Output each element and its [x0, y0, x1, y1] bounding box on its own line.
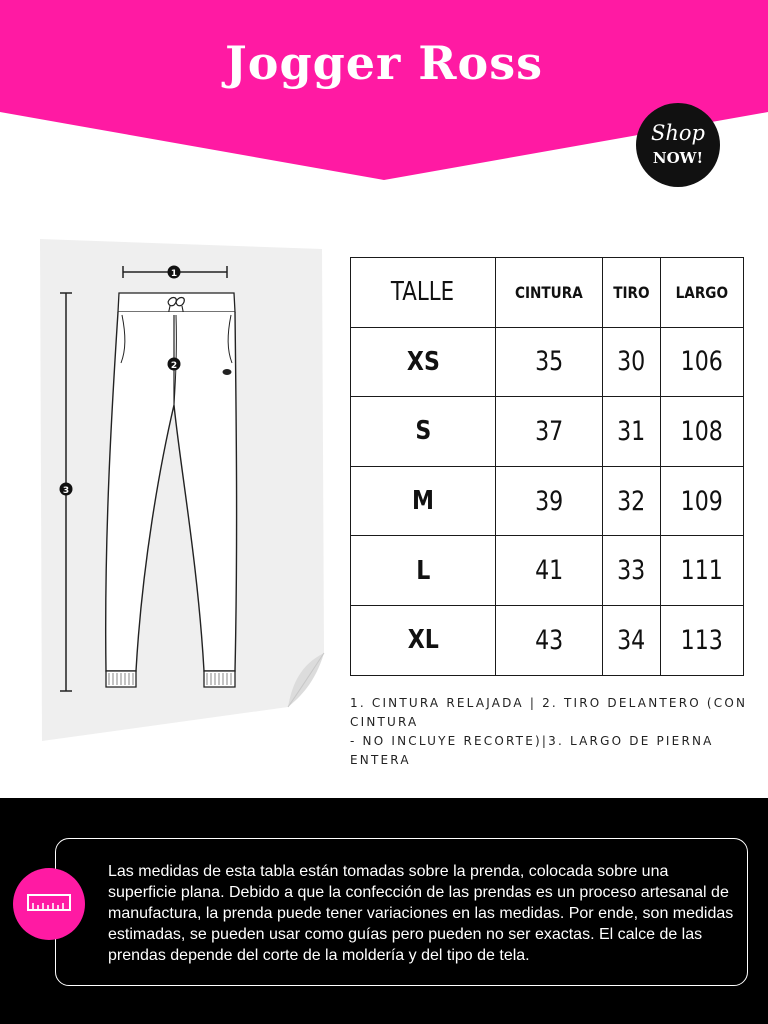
disclaimer-text: Las medidas de esta tabla están tomadas sobre la prenda, colocada sobre una superficie plana. Debido a que la confección de las prendas es un proceso artesanal de manufactura, la prenda puede tener variaciones en las medidas. Por ende, son medidas estimadas, se pueden usar como guías pero pueden no ser exactas. El calce de las prendas depende del corte de la moldería y del tipo de tela.: [108, 863, 734, 964]
tiro-cell: 32: [602, 466, 660, 536]
pants-diagram: [30, 235, 330, 745]
footer: [0, 798, 768, 1024]
size-cell: M: [351, 466, 496, 536]
table-row: [351, 536, 744, 606]
marker-1-label: 1: [170, 269, 178, 279]
largo-cell: 106: [660, 327, 743, 397]
disclaimer-box: [55, 838, 748, 986]
marker-3-label: 3: [62, 486, 70, 496]
largo-cell: 111: [660, 536, 743, 606]
size-cell: L: [351, 536, 496, 606]
shop-now-badge[interactable]: [636, 103, 720, 187]
size-cell: XS: [351, 327, 496, 397]
pants-illustration: [30, 235, 330, 745]
column-header-talle: TALLE: [351, 258, 496, 328]
shop-now-line2: NOW!: [652, 149, 704, 167]
marker-2-label: 2: [170, 361, 178, 371]
size-cell: S: [351, 397, 496, 467]
tiro-cell: 31: [602, 397, 660, 467]
column-header-largo: LARGO: [660, 258, 743, 328]
tiro-cell: 33: [602, 536, 660, 606]
largo-cell: 109: [660, 466, 743, 536]
size-cell: XL: [351, 605, 496, 675]
cintura-cell: 37: [496, 397, 603, 467]
column-header-tiro: TIRO: [602, 258, 660, 328]
shop-now-line1: Shop: [651, 121, 705, 145]
table-header-row: [351, 258, 744, 328]
cintura-cell: 43: [496, 605, 603, 675]
largo-cell: 108: [660, 397, 743, 467]
notes-line-1: 1. CINTURA RELAJADA | 2. TIRO DELANTERO (CON CINTURA: [350, 696, 748, 729]
cintura-cell: 39: [496, 466, 603, 536]
size-chart-table: [350, 257, 744, 676]
page-title: Jogger Ross: [225, 36, 543, 90]
table-row: [351, 466, 744, 536]
ruler-icon: [13, 868, 85, 940]
tiro-cell: 30: [602, 327, 660, 397]
notes-line-2: - NO INCLUYE RECORTE)|3. LARGO DE PIERNA ENTERA: [350, 734, 714, 767]
cintura-cell: 35: [496, 327, 603, 397]
cintura-cell: 41: [496, 536, 603, 606]
table-row: [351, 397, 744, 467]
table-row: [351, 327, 744, 397]
largo-cell: 113: [660, 605, 743, 675]
measurement-notes: [350, 694, 750, 770]
table-row: [351, 605, 744, 675]
tiro-cell: 34: [602, 605, 660, 675]
column-header-cintura: CINTURA: [496, 258, 603, 328]
